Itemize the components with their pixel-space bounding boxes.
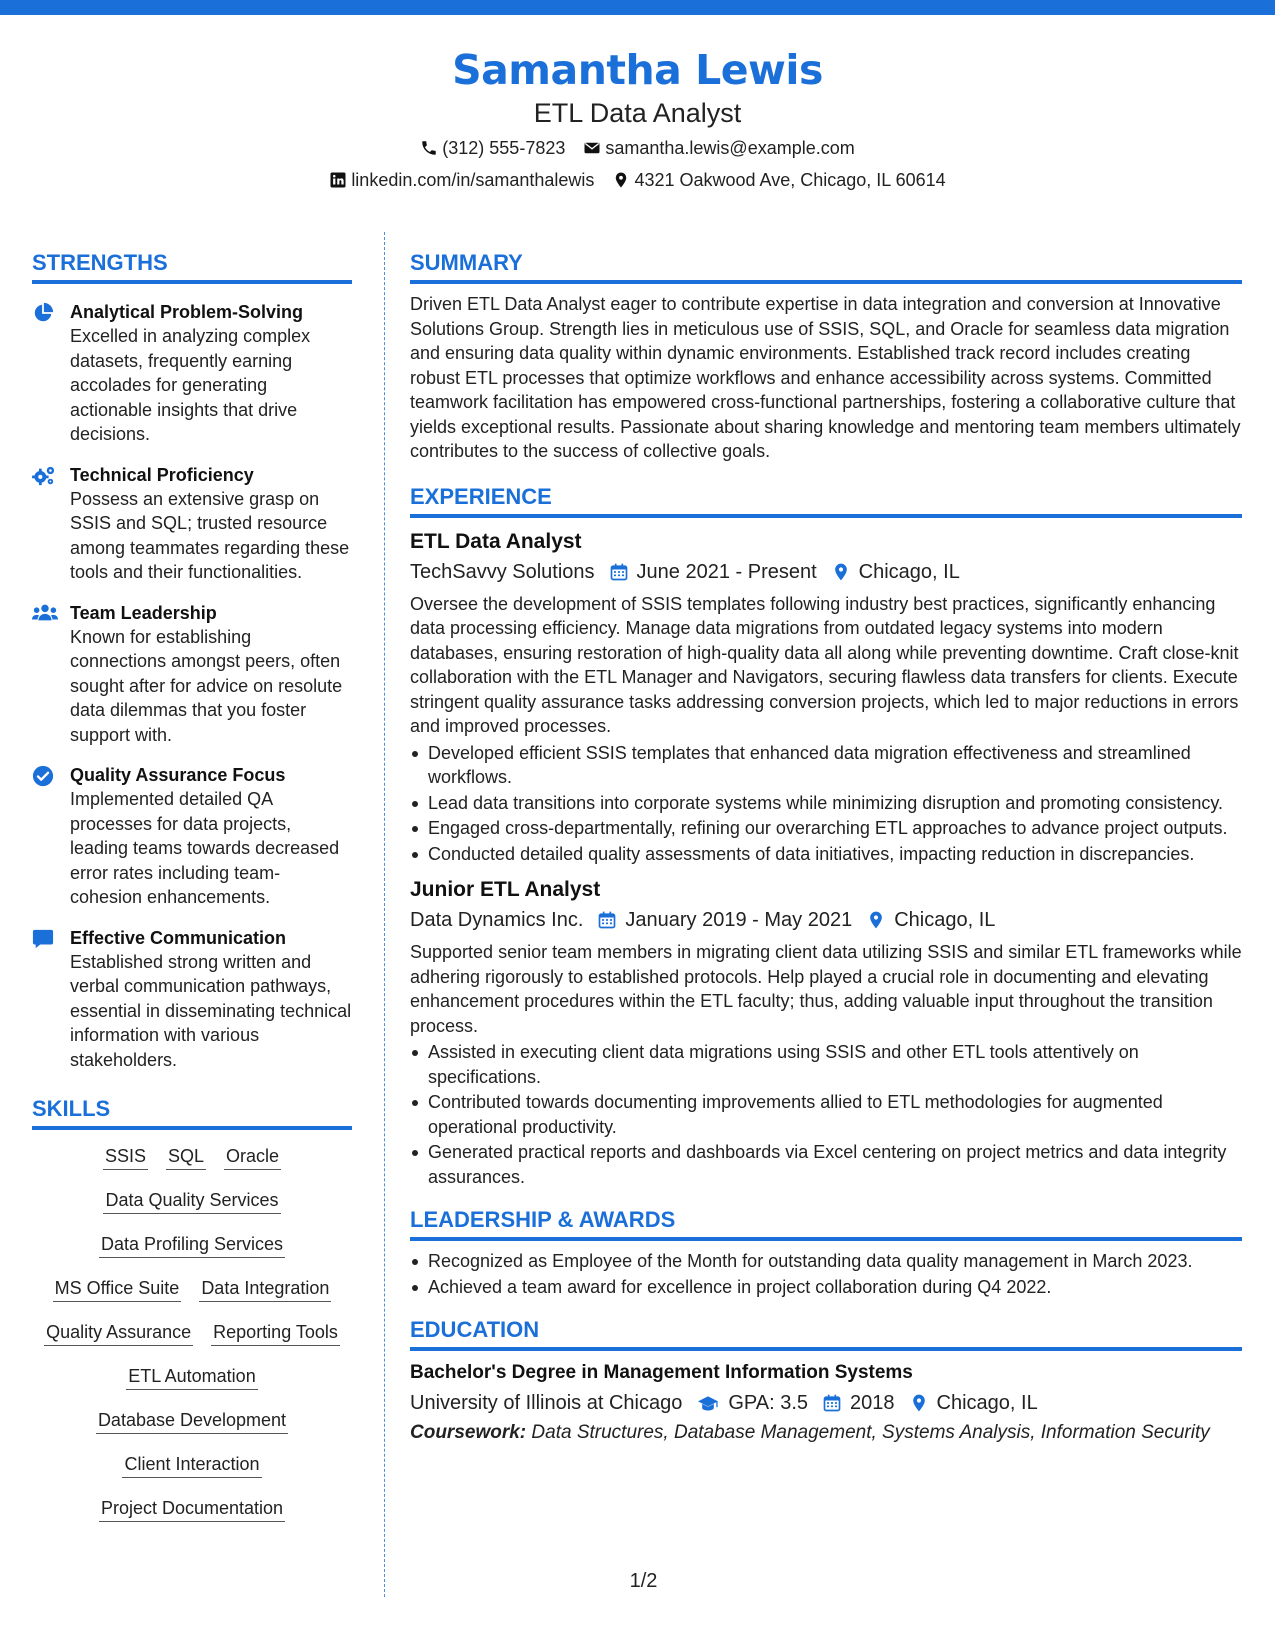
awards-list — [410, 1249, 1242, 1299]
skill-row — [32, 1408, 352, 1434]
skill-row — [32, 1188, 352, 1214]
job-title: Junior ETL Analyst — [410, 878, 601, 901]
summary-text: Driven ETL Data Analyst eager to contribute expertise in data integration and conversion at Innovative Solutions Group. Strength lies in meticulous use of SSIS, SQL, and Oracle for seamless data migration and ensuring data quality within dynamic environments. Established track record includes creating robust ETL processes that optimize workflows and enhance accessibility across systems. Committed teamwork facilitation has empowered cross-functional partnerships, fostering a collaborative culture that yields exceptional results. Passionate about sharing knowledge and mentoring team members ultimately contributes to the success of collective goals. — [410, 294, 1241, 461]
skill-row — [32, 1452, 352, 1478]
coursework-text: Data Structures, Database Management, Systems Analysis, Information Security — [531, 1422, 1210, 1443]
resume-header — [0, 44, 1275, 192]
address-text: 4321 Oakwood Ave, Chicago, IL 60614 — [634, 170, 946, 190]
calendar-icon — [609, 562, 629, 582]
map-pin-icon — [831, 562, 851, 582]
section-rule — [410, 1237, 1242, 1241]
list-item: Achieved a team award for excellence in project collaboration during Q4 2022. — [410, 1275, 1242, 1300]
job-entry — [410, 528, 1242, 867]
top-accent-bar — [0, 0, 1275, 15]
job-location: Chicago, IL — [858, 560, 960, 583]
contact-line-1 — [0, 136, 1275, 160]
map-pin-icon — [612, 171, 630, 189]
phone-icon — [420, 139, 438, 157]
skill-tag: Quality Assurance — [44, 1320, 193, 1346]
school-name: University of Illinois at Chicago — [410, 1392, 683, 1414]
check-circle-icon — [32, 765, 54, 787]
strength-title: Analytical Problem-Solving — [70, 302, 304, 322]
education-meta — [410, 1389, 1242, 1417]
candidate-name: Samantha Lewis — [452, 46, 823, 94]
job-location: Chicago, IL — [894, 909, 996, 931]
phone-contact — [420, 136, 565, 160]
map-pin-icon — [866, 910, 886, 930]
list-item: Developed efficient SSIS templates that enhanced data migration effectiveness and streamlined workflows. — [410, 741, 1242, 790]
skill-tag: Database Development — [96, 1408, 288, 1434]
job-dates: June 2021 - Present — [636, 560, 817, 583]
list-item: Recognized as Employee of the Month for outstanding data quality management in March 2023. — [410, 1249, 1242, 1274]
skill-tag: Data Integration — [199, 1276, 331, 1302]
column-divider — [384, 232, 385, 1597]
list-item: Engaged cross-departmentally, refining our overarching ETL approaches to advance project outputs. — [410, 816, 1242, 841]
awards-heading: LEADERSHIP & AWARDS — [410, 1207, 676, 1232]
map-pin-icon — [909, 1393, 929, 1413]
skill-tag: SQL — [166, 1144, 206, 1170]
list-item: Conducted detailed quality assessments of data initiatives, impacting reduction in discrepancies. — [410, 842, 1242, 867]
skill-tag: MS Office Suite — [53, 1276, 182, 1302]
skill-tag: Oracle — [224, 1144, 281, 1170]
envelope-icon — [583, 139, 601, 157]
job-meta — [410, 906, 1242, 934]
linkedin-text[interactable]: linkedin.com/in/samanthalewis — [351, 170, 595, 190]
company-name: TechSavvy Solutions — [410, 560, 595, 583]
skill-tag: Data Profiling Services — [99, 1232, 285, 1258]
calendar-icon — [822, 1393, 842, 1413]
summary-heading: SUMMARY — [410, 250, 523, 275]
strength-title: Technical Proficiency — [70, 464, 254, 485]
skill-row — [32, 1232, 352, 1258]
skill-tag: ETL Automation — [126, 1364, 257, 1390]
page-number-text: 1/2 — [629, 1570, 658, 1592]
section-rule — [410, 280, 1242, 284]
skill-row — [32, 1144, 352, 1170]
section-rule — [32, 280, 352, 284]
linkedin-contact[interactable] — [329, 168, 594, 192]
experience-heading: EXPERIENCE — [410, 483, 552, 509]
school-location: Chicago, IL — [936, 1392, 1038, 1414]
company-name: Data Dynamics Inc. — [410, 909, 584, 931]
job-dates: January 2019 - May 2021 — [625, 909, 853, 931]
email-contact[interactable] — [583, 136, 854, 160]
gears-icon — [32, 465, 56, 487]
left-column — [32, 248, 352, 1540]
strength-desc: Known for establishing connections amongst peers, often sought after for advice on resolute data dilemmas that you foster support with. — [70, 626, 343, 745]
strength-desc: Possess an extensive grasp on SSIS and SQL; trusted resource among teammates regarding these tools and their functionalities. — [70, 488, 350, 582]
strength-title: Effective Communication — [70, 927, 287, 948]
people-icon — [32, 603, 58, 623]
skill-tag: Client Interaction — [122, 1452, 261, 1478]
skill-tag: SSIS — [103, 1144, 148, 1170]
degree-title: Bachelor's Degree in Management Information Systems — [410, 1362, 913, 1383]
job-description: Oversee the development of SSIS templates following industry best practices, significantly enhancing data processing efficiency. Manage data migrations from outdated legacy systems into modern databases, ensuring restoration of high-quality data all along while preventing downtime. Craft close-knit collaboration with the ETL Manager and Navigators, securing flawless data transfers for clients. Execute stringent quality assurance tasks addressing conversion projects, which led to major reductions in errors and improved processes. — [410, 593, 1239, 736]
graduation-year: 2018 — [850, 1392, 895, 1414]
job-bullets — [410, 741, 1242, 867]
list-item: Generated practical reports and dashboards via Excel centering on project metrics and data integrity assurances. — [410, 1140, 1242, 1189]
coursework-label: Coursework: — [410, 1422, 527, 1443]
strength-item — [32, 463, 352, 585]
job-entry — [410, 876, 1242, 1189]
section-rule — [410, 1347, 1242, 1351]
skill-row — [32, 1364, 352, 1390]
calendar-icon — [597, 910, 617, 930]
address-contact — [612, 168, 945, 192]
strength-desc: Implemented detailed QA processes for data projects, leading teams towards decreased error rates including team-cohesion enhancements. — [70, 789, 340, 907]
skill-tag: Project Documentation — [99, 1496, 285, 1522]
section-rule — [32, 1126, 352, 1130]
candidate-title: ETL Data Analyst — [533, 98, 742, 128]
job-bullets — [410, 1040, 1242, 1189]
list-item: Contributed towards documenting improvements allied to ETL methodologies for augmented operational productivity. — [410, 1090, 1242, 1139]
list-item: Lead data transitions into corporate systems while minimizing disruption and promoting consistency. — [410, 791, 1242, 816]
section-rule — [410, 514, 1242, 518]
strength-title: Team Leadership — [70, 602, 217, 623]
strength-title: Quality Assurance Focus — [70, 765, 286, 785]
skills-list — [32, 1144, 352, 1522]
phone-text: (312) 555-7823 — [442, 138, 566, 158]
strength-desc: Excelled in analyzing complex datasets, frequently earning accolades for generating actionable insights that drive decisions. — [70, 326, 311, 444]
job-title: ETL Data Analyst — [410, 529, 582, 553]
education-heading: EDUCATION — [410, 1317, 540, 1342]
strengths-heading: STRENGTHS — [32, 250, 168, 275]
coursework — [410, 1421, 1242, 1445]
strength-item — [32, 926, 352, 1073]
skill-row — [32, 1276, 352, 1302]
page-number — [0, 1570, 1275, 1593]
list-item: Assisted in executing client data migrations using SSIS and other ETL tools attentively on specifications. — [410, 1040, 1242, 1089]
pie-chart-icon — [32, 302, 54, 324]
skill-tag: Reporting Tools — [211, 1320, 340, 1346]
job-meta — [410, 558, 1242, 586]
strength-item — [32, 300, 352, 447]
skills-heading: SKILLS — [32, 1096, 111, 1121]
gpa-text: GPA: 3.5 — [728, 1392, 809, 1414]
skill-tag: Data Quality Services — [103, 1188, 280, 1214]
chat-bubble-icon — [32, 928, 54, 950]
job-description: Supported senior team members in migrating client data utilizing SSIS and similar ETL frameworks while adhering rigorously to established protocols. Help played a crucial role in documenting and elevating enhancement procedures within the ETL faculty; thus, adding valuable input throughout the transition process. — [410, 942, 1242, 1036]
strength-desc: Established strong written and verbal communication pathways, essential in disseminating technical information with various stakeholders. — [70, 951, 352, 1070]
skill-row — [32, 1496, 352, 1522]
graduation-cap-icon — [696, 1393, 720, 1413]
strength-item — [32, 763, 352, 910]
email-text[interactable]: samantha.lewis@example.com — [605, 138, 855, 158]
strength-item — [32, 601, 352, 748]
linkedin-icon — [329, 171, 347, 189]
skill-row — [32, 1320, 352, 1346]
contact-line-2 — [0, 168, 1275, 192]
right-column — [410, 248, 1242, 1445]
